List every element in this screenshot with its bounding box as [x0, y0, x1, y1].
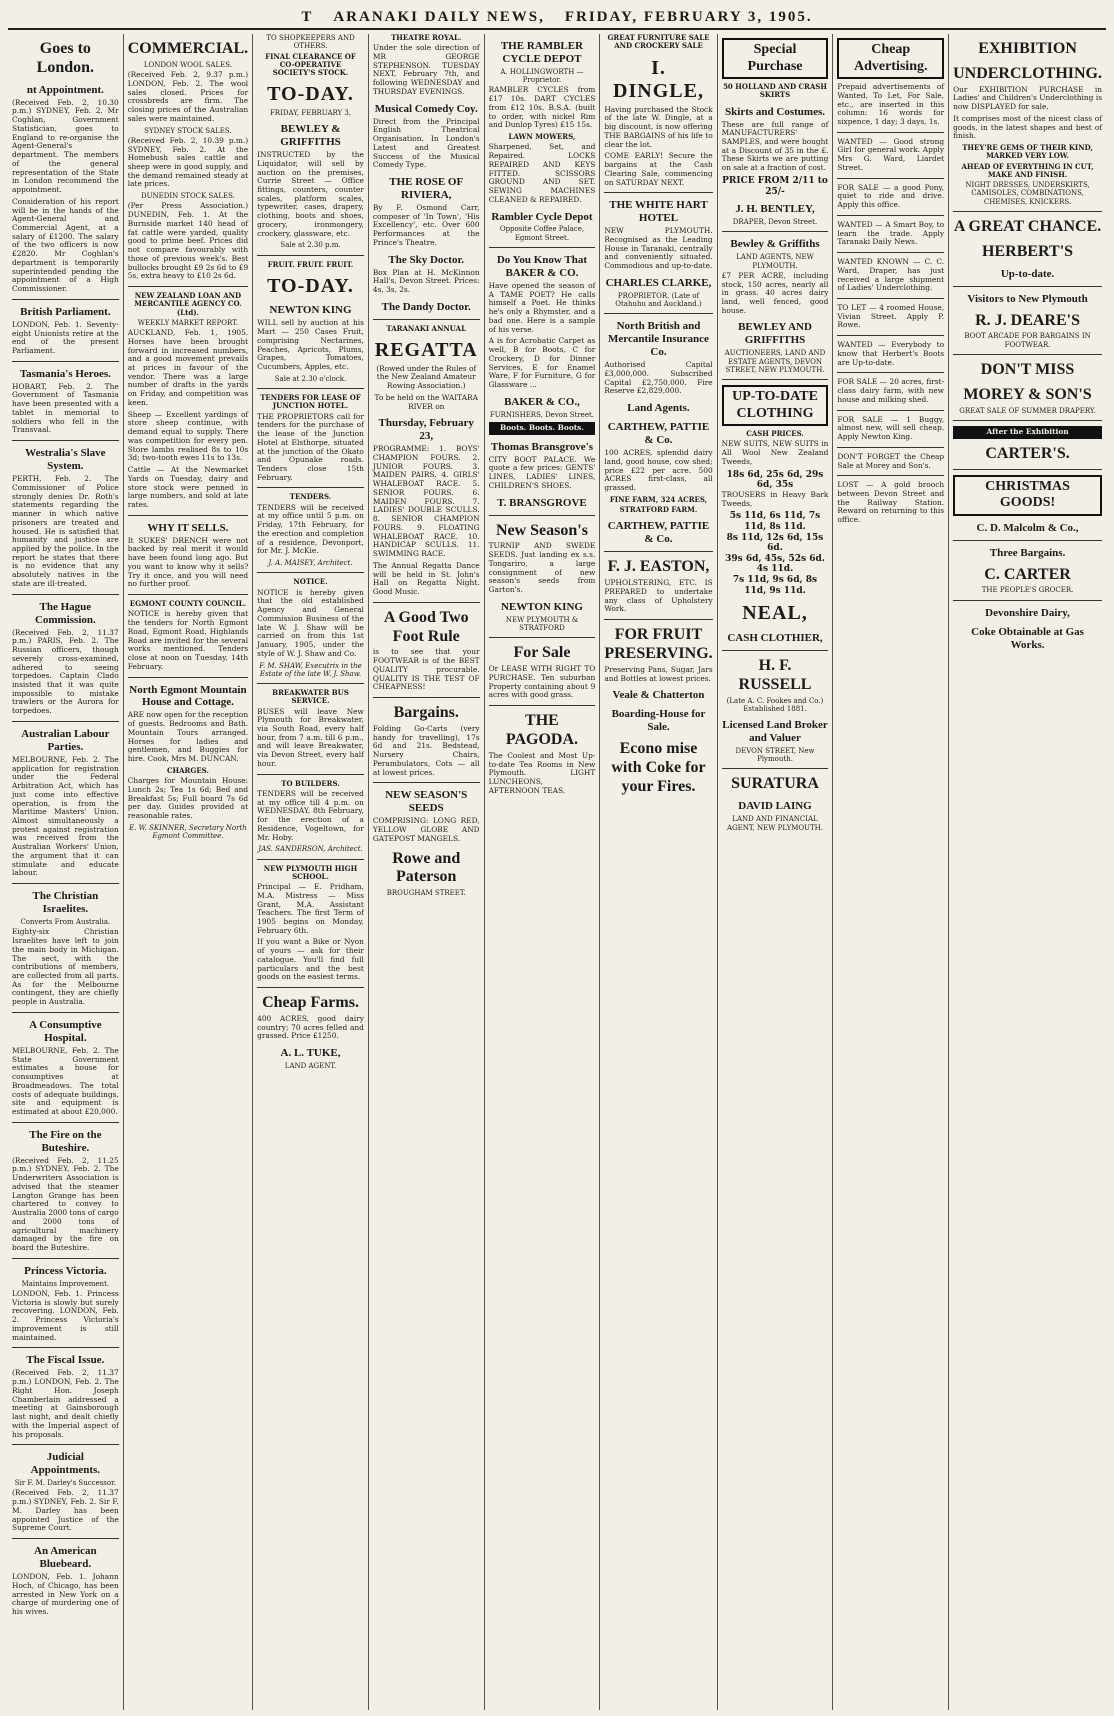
column-shops: [485, 34, 601, 1710]
headline: The Fiscal Issue.: [26, 1354, 105, 1367]
classified-ad: TO LET — 4 roomed House, Vivian Street. Apply P. Rowe.: [837, 302, 945, 330]
subheadline: WEEKLY MARKET REPORT.: [137, 318, 239, 327]
ad-heading: NEW PLYMOUTH HIGH SCHOOL.: [263, 863, 358, 881]
subheadline: Converts From Australia.: [20, 918, 111, 927]
ad-heading: Musical Comedy Coy.: [374, 102, 478, 115]
ad-heading: TARANAKI ANNUAL: [386, 323, 467, 333]
subheadline: Maintains Improvement.: [21, 1279, 110, 1288]
firm-name: H. F. RUSSELL: [738, 656, 812, 693]
signature: JAS. SANDERSON, Architect.: [258, 845, 363, 854]
firm-name: DAVID LAING: [738, 800, 812, 813]
classified-ad: WANTED KNOWN — C. C. Ward, Draper, has just received a large shipment of Ladies' Underclothing.: [837, 257, 945, 293]
firm-name: CARTER'S.: [985, 444, 1070, 462]
article-text: MELBOURNE, Feb. 2. The State Government estimates a house for consumptives at Broadmeadows. The total costs of adequate buildings, site and equipment is estimated at about £20,000.: [12, 1045, 119, 1117]
firm-name: Bewley & Griffiths: [730, 238, 820, 251]
ad-text: A. HOLLINGWORTH — Proprietor.: [500, 67, 584, 85]
ad-text: RAMBLER CYCLES from £17 10s. DART CYCLES from £12 10s. B.S.A. (built to order, with nickel Rim and Dunlop Tyres) £15 15s.: [488, 85, 596, 130]
signature: E. W. SKINNER, Secretary North Egmont Committee.: [129, 823, 247, 841]
headline: Australian Labour Parties.: [21, 727, 110, 753]
ad-text: THEY'RE GEMS OF THEIR KIND, MARKED VERY LOW.: [962, 143, 1093, 161]
ad-text: Authorised Capital £3,000,000. Subscribed Capital £2,750,000. Fire Reserve £2,829,000.: [604, 360, 713, 396]
article-text: (Received Feb. 2, 10.30 p.m.) SYDNEY, Feb. 2. Mr Coghlan, Government Statistician, goes to England to re-organise the Agent-General's department. The members of the general representation of the State in London recommend the appointment.: [12, 97, 119, 195]
ad-heading: A GREAT CHANCE.: [953, 217, 1102, 235]
ad-text: These are full range of MANUFACTURERS' SAMPLES, and were bought at a Discount of 35 in the £. These Skirts we are putting on sale at a fraction of cost.: [721, 119, 829, 173]
ad-heading: Licensed Land Broker and Valuer: [722, 719, 828, 744]
ad-heading: THE ROSE OF RIVIERA,: [389, 176, 464, 201]
article-text: Charges for Mountain House: Lunch 2s; Tea 1s 6d; Bed and Breakfast 5s; Full board 7s 6d per day. Guides provided at reasonable rates.: [127, 776, 249, 821]
ad-heading: THEATRE ROYAL.: [391, 33, 462, 42]
ad-heading: LAWN MOWERS,: [508, 132, 576, 142]
ad-text: THE PROPRIETORS call for tenders for the purchase of the lease of the Junction Hotel at Elsthorpe, situated at the junction of the Okato and Opunake roads. Tenders close 15th February.: [257, 411, 364, 482]
ad-heading: THE PAGODA.: [505, 712, 579, 748]
ad-text: Under the sole direction of MR GEORGE STEPHENSON. TUESDAY NEXT, February 7th, and following WEDNESDAY and THURSDAY EVENINGS.: [372, 43, 480, 96]
ad-heading: Boarding-House for Sale.: [611, 708, 706, 734]
headline: Judicial Appointments.: [30, 1451, 101, 1477]
firm-name: Devonshire Dairy,: [985, 606, 1070, 619]
ad-text: TROUSERS in Heavy Bark Tweeds,: [721, 489, 829, 508]
subheadline: LONDON WOOL SALES.: [143, 60, 232, 69]
ad-text: WILL sell by auction at his Mart — 250 Cases Fruit, comprising Nectarines, Peaches, Apricots, Plums, Grapes, Tomatoes, Cucumbers, Apples, etc.: [257, 318, 364, 372]
price-line: 8s 11d, 12s 6d, 15s 6d.: [726, 532, 824, 554]
classified-ad: FOR SALE — 1 Buggy, almost new, will sell cheap. Apply Newton King.: [837, 414, 945, 442]
firm-subtitle: LAND AGENTS, NEW PLYMOUTH.: [736, 253, 814, 270]
ad-heading: The Dandy Doctor.: [381, 300, 471, 313]
subheadline: SYDNEY STOCK SALES.: [144, 126, 232, 135]
firm-subtitle: FURNISHERS, Devon Street.: [489, 410, 595, 419]
firm-name: CHARLES CLARKE,: [605, 276, 712, 289]
ad-heading: TO BUILDERS.: [281, 778, 340, 788]
subheadline: Sir F. M. Darley's Successor.: [14, 1479, 116, 1488]
masthead: [8, 6, 1106, 30]
ad-text: If you want a Bike or Nyon of yours — ask for their catalogue. You'll find full particulars and the best goods on the easiest terms.: [257, 937, 364, 982]
ad-heading: For Sale: [513, 644, 571, 662]
ad-heading: SURATURA: [731, 775, 819, 793]
masthead-left: T: [301, 8, 314, 25]
subheadline: DUNEDIN STOCK SALES.: [141, 192, 235, 201]
ad-heading: REGATTA: [374, 339, 478, 362]
ad-heading: THE RAMBLER CYCLE DEPOT: [500, 40, 584, 65]
firm-name: NEWTON KING: [269, 304, 352, 317]
ad-text: £7 PER ACRE, including stock, 150 acres, nearly all in grass. 40 acres dairy land, well fenced, good house.: [721, 270, 829, 315]
ad-text: NIGHT DRESSES, UNDERSKIRTS, CAMISOLES, COMBINATIONS, CHEMISES, KNICKERS.: [965, 181, 1090, 206]
article-text: LONDON, Feb. 1. Seventy-eight Unionists retire at the end of the present Parliament.: [12, 319, 119, 356]
ad-text: GREAT SALE OF SUMMER DRAPERY.: [959, 406, 1096, 415]
ad-heading: Special Purchase: [722, 38, 829, 79]
firm-name: BEWLEY AND GRIFFITHS: [738, 321, 812, 347]
firm-subtitle: CASH CLOTHIER,: [727, 631, 823, 644]
ad-heading: Cheap Advertising.: [837, 38, 944, 79]
headline: Westralia's Slave System.: [25, 447, 106, 473]
firm-name: CARTHEW, PATTIE & Co.: [607, 520, 710, 546]
ad-text: Folding Go-Carts (very handy for travelling), 17s 6d and 21s. Bedstead, Nursery Chairs, Perambulators, Cots — all at lowest prices.: [372, 724, 480, 777]
signature: F. M. SHAW, Executrix in the Estate of the late W. J. Shaw.: [259, 661, 362, 678]
ad-text: AHEAD OF EVERYTHING IN CUT, MAKE AND FINISH.: [961, 161, 1094, 179]
ad-text: Preserving Pans, Sugar, Jars and Bottles at lowest prices.: [604, 664, 713, 683]
ad-heading: CHRISTMAS GOODS!: [953, 475, 1102, 516]
ad-banner: Boots. Boots. Boots.: [489, 422, 596, 435]
column-cable-news: [8, 34, 124, 1710]
ad-text: PROGRAMME: 1. BOYS' CHAMPION FOURS. 2. JUNIOR FOURS. 3. MAIDEN PAIRS. 4. GIRLS' WHALEBOAT RACE. 5. SENIOR FOURS. 6. MAIDEN FOURS. 7. LADIES' DOUBLE SCULLS. 8. SENIOR CHAMPION FOURS. 9. FLOATING WHALEBOAT RACE. 10. HANDICAP SCULLS. 11. SWIMMING RACE.: [372, 444, 480, 559]
firm-name: MOREY & SON'S: [963, 385, 1092, 403]
ad-text: BUSES will leave New Plymouth for Breakwater, via South Road, every half hour, from 7 a.m. till 6 p.m., and will leave Breakwater, via Devon Street, every half hour.: [257, 706, 364, 768]
ad-text: The Annual Regatta Dance will be held in St. John's Hall on Regatta Night. Good Music.: [372, 560, 480, 596]
classified-ad: WANTED — Good strong Girl for general work. Apply Mrs G. Ward, Liardet Street.: [837, 136, 945, 172]
article-text: (Per Press Association.) DUNEDIN, Feb. 1. At the Burnside market 140 head of fat cattle were yarded, quality good to prime beef. Prices did not compare favourably with those of previous week's. Best bullocks brought £9 2s 6d to £9 5s, extra heavy to £10 2s 6d.: [127, 201, 249, 281]
headline: A Consumptive Hospital.: [29, 1018, 102, 1044]
firm-name: A. L. TUKE,: [280, 1047, 341, 1060]
headline: Princess Victoria.: [24, 1264, 107, 1277]
article-text: (Received Feb. 2, 10.39 p.m.) SYDNEY, Feb. 2. At the Homebush sales cattle and sheep were in good supply, and the demand remained steady at late prices.: [127, 135, 249, 189]
classified-ad: FOR SALE — 20 acres, first-class dairy farm, with new house and milking shed.: [837, 377, 945, 404]
signature: J. A. MAISEY, Architect.: [268, 559, 353, 568]
ad-heading: UP-TO-DATE CLOTHING: [722, 385, 829, 426]
firm-name: NEAL,: [742, 602, 808, 625]
ad-heading: New Season's: [495, 521, 588, 539]
ad-text: THE PEOPLE'S GROCER.: [981, 586, 1074, 595]
article-text: (Received Feb. 2, 11.25 p.m.) SYDNEY, Feb. 2. The Underwriters Association is advised that the steamer Langton Grange has been chartered to convey to Australia 2000 tons of cargo and 2000 tons of agricultural machinery damaged by the fire on board the Buteshire.: [12, 1155, 119, 1253]
article-text: Eighty-six Christian Israelites have left to join the main body in Michigan. The sect, with the contributions of members, are collected from all parts. As for the Melbourne contingent, they are chiefly people in Australia.: [12, 927, 119, 1007]
headline: The Fire on the Buteshire.: [29, 1128, 102, 1154]
ad-text: Sharpened, Set, and Repaired. LOCKS REPAIRED AND KEYS FITTED. SCISSORS GROUND AND SET. SEWING MACHINES CLEANED & REPAIRED.: [488, 142, 596, 204]
article-text: AUCKLAND, Feb. 1, 1905. Horses have been brought forward in increased numbers, and a good movement prevails at prices in favour of the vendor. There was a large number of drafts in the yards on Friday, and competition was keen.: [127, 328, 249, 407]
ad-text: Opposite Coffee Palace, Egmont Street.: [499, 225, 585, 242]
article-text: Sheep — Excellent yardings of store sheep continue, with demand equal to supply. There was competition for every pen. Store lambs realised 8s to 10s 3d; two-tooth ewes 11s to 13s.: [127, 409, 249, 463]
ad-heading: A Good Two Foot Rule: [383, 608, 469, 645]
ad-heading: Thomas Bransgrove's: [490, 440, 594, 453]
article-text: (Received Feb. 2, 11.37 p.m.) LONDON, Feb. 2. The Right Hon. Joseph Chamberlain addressed a meeting at Gainsborough last night, and dealt chiefly with the Imperial aspect of his proposals.: [12, 1368, 119, 1439]
ad-heading: Rambler Cycle Depot: [491, 210, 593, 223]
ad-time: Sale at 2.30 p.m.: [280, 241, 341, 250]
ad-heading: Do You Know That BAKER & CO.: [496, 253, 588, 279]
ad-heading: FRUIT. FRUIT. FRUIT.: [267, 259, 354, 269]
article-text: PERTH, Feb. 2. The Commissioner of Police strongly denies Dr. Roth's statements regarding the manner in which native prisoners are treated and housed. He is satisfied that humanity and justice are applied by the police. In the report he states that there is no evidence that any absolutely natives in the state are ill-treated.: [12, 474, 119, 588]
ad-text: Or LEASE WITH RIGHT TO PURCHASE. Ten suburban Property containing about 9 acres with good grass.: [488, 664, 596, 700]
column-entertainment: [369, 34, 485, 1710]
ad-heading: I. DINGLE,: [613, 56, 704, 103]
column-commercial: [124, 34, 253, 1710]
article-text: LONDON, Feb. 1. Princess Victoria is slowly but surely recovering. LONDON, Feb. 2. Princess Victoria's improvement is still maintained.: [12, 1288, 119, 1342]
article-text: MELBOURNE, Feb. 2. The application for registration under the Federal Arbitration Act, which has just come into effective operation, is from the Maritime Masters' Union. Almost simultaneously a protest against registration was received from the Australian Workers' Union, the argument that it can stimulate and educate labour.: [12, 754, 119, 878]
firm-subtitle: Up-to-date.: [1000, 267, 1055, 280]
classified-ad: LOST — A gold brooch between Devon Street and the Railway Station. Reward on returning to this office.: [837, 480, 945, 525]
ad-text: LAND AND FINANCIAL AGENT, NEW PLYMOUTH.: [727, 815, 823, 832]
price-line: 5s 11d, 6s 11d, 7s 11d, 8s 11d.: [729, 511, 821, 532]
ad-date: FRIDAY, FEBRUARY 3,: [269, 108, 352, 117]
article-text: It SUKES' DRENCH were not backed by real merit it would have been found long ago. But you want to know why it sells? Try it once, and you will need no further proof.: [127, 535, 249, 589]
subheadline: nt Appointment.: [26, 83, 104, 96]
ad-heading: NEW SEASON'S SEEDS: [385, 789, 468, 815]
firm-name: T. BRANSGROVE: [497, 496, 587, 509]
ad-text: It comprises most of the nicest class of goods, in the latest shapes and best of finish.: [953, 113, 1102, 141]
ad-day: TO-DAY.: [267, 274, 354, 297]
firm-subtitle: LAND AGENT.: [284, 1062, 337, 1071]
ad-heading: Visitors to New Plymouth: [967, 292, 1088, 305]
ad-heading: Land Agents.: [627, 402, 690, 415]
ad-heading: Econo mise with Coke for your Fires.: [611, 740, 706, 795]
ad-text: CITY BOOT PALACE. We quote a few prices: GENTS' LINES, LADIES' LINES, CHILDREN'S SHOES.: [488, 454, 596, 490]
ad-heading: North British and Mercantile Insurance Co.: [608, 320, 709, 359]
ad-heading: THE WHITE HART HOTEL: [609, 199, 708, 225]
firm-name: BEWLEY & GRIFFITHS: [280, 123, 341, 149]
ad-time: Sale at 2.30 o'clock.: [274, 374, 347, 383]
ad-heading: Veale & Chatterton: [612, 689, 705, 702]
ad-text: To be held on the WAITARA RIVER on: [374, 392, 478, 411]
ad-text: COME EARLY! Secure the bargains at the Cash Clearing Sale, commencing on SATURDAY NEXT.: [604, 151, 713, 187]
classified-ad: WANTED — A Smart Boy, to learn the trade. Apply Taranaki Daily News.: [837, 219, 945, 247]
firm-name: BAKER & CO.,: [504, 395, 580, 408]
article-text: (Received Feb. 2, 9.37 p.m.) LONDON, Feb. 2. The wool sales closed. Prices for crossbreds are firm. The closing prices of the Australian sales were maintained.: [127, 70, 249, 123]
firm-name: C. D. Malcolm & Co.,: [976, 521, 1079, 534]
ad-text: Prepaid advertisements of Wanted, To Let, For Sale, etc., are inserted in this column: 16 words for sixpence, 1 day; 3 days, 1s.: [837, 82, 945, 126]
ad-text: Box Plan at H. McKinnon Hall's, Devon Street. Prices: 4s, 3s, 2s.: [372, 267, 480, 295]
price-line: 39s 6d, 45s, 52s 6d.: [725, 553, 825, 564]
headline: An American Bluebeard.: [34, 1545, 97, 1571]
ad-text: Have opened the season of A TAME POET? He calls himself a Poet. He thinks he's only a Rhymster, and a bad one. Here is a sample of his verse.: [488, 280, 596, 334]
headline: COMMERCIAL.: [127, 40, 249, 57]
article-text: LONDON, Feb. 1. Johann Hoch, of Chicago, has been arrested in New York on a charge of murdering one of his wives.: [12, 1572, 119, 1616]
article-text: Consideration of his report will be in the hands of the Agent-General and Commercial Agent, at a salary of £1200. The salary of the two officers is now £2820. Mr Coghlan's department is temporarily superintended pending the appointment of a High Commissioner.: [12, 196, 119, 294]
ad-heading: TENDERS FOR LEASE OF JUNCTION HOTEL.: [260, 393, 361, 411]
ad-text: TENDERS will be received at my office till 4 p.m. on WEDNESDAY, 8th February, for the erection of a Residence, Vogeltown, for Mr. Hoby.: [257, 788, 364, 842]
ad-text: TENDERS will be received at my office until 5 p.m. on Friday, 17th February, for the erection and completion of a residence, Devonport, for Mr. J. McKie.: [257, 502, 364, 556]
ad-text: COMPRISING: LONG RED, YELLOW GLOBE AND GATEPOST MANGELS.: [372, 816, 480, 843]
column-clothing: [718, 34, 834, 1710]
ad-text: 100 ACRES, splendid dairy land, good house, cow shed; price £22 per acre. 500 ACRES first-class, all grassed.: [604, 448, 713, 493]
ad-heading: Skirts and Costumes.: [725, 105, 825, 118]
firm-name: CARTHEW, PATTIE & Co.: [607, 421, 710, 447]
ad-text: DEVON STREET, New Plymouth.: [735, 746, 815, 764]
classified-ad: FOR SALE — a good Pony, quiet to ride and drive. Apply this office.: [837, 182, 945, 210]
ad-text: Direct from the Principal English Theatrical Organisation. In London's Latest and Greatest Success of the Musical Comedy Type.: [372, 116, 480, 170]
ad-text: NEW PLYMOUTH. Recognised as the Leading House in Taranaki, centrally and conveniently situated. Commodious and up-to-date.: [604, 226, 713, 271]
ad-heading: Bargains.: [393, 704, 459, 722]
ad-text: 400 ACRES, good dairy country; 70 acres felled and grassed. Price £1250.: [257, 1014, 364, 1041]
ad-day: TO-DAY.: [267, 83, 354, 106]
ad-heading: The Sky Doctor.: [388, 253, 465, 266]
classified-ad: WANTED — Everybody to know that Herbert's Boots are Up-to-date.: [837, 340, 945, 367]
article-text: NOTICE is hereby given that the tenders for North Egmont Road, Egmont Road, Highlands Road are invited for the several works mentioned. Tenders close at noon on Tuesday, 14th February.: [127, 609, 249, 671]
firm-subtitle: NEW PLYMOUTH & STRATFORD: [505, 615, 579, 633]
ad-text: BOOT ARCADE FOR BARGAINS IN FOOTWEAR.: [964, 332, 1091, 349]
classified-ad: DON'T FORGET the Cheap Sale at Morey and Son's.: [837, 451, 945, 470]
firm-name: J. H. BENTLEY,: [735, 203, 815, 216]
ad-heading: TO SHOPKEEPERS AND OTHERS.: [266, 34, 355, 51]
ad-text: Having purchased the Stock of the late W. Dingle, at a big discount, is now offering THE BARGAINS of his life to clear the lot.: [604, 104, 713, 149]
ad-heading: STRATFORD FARM.: [619, 505, 698, 515]
ad-text: PROPRIETOR. (Late of Otahuhu and Auckland.): [615, 291, 702, 309]
ad-heading: F. J. EASTON,: [607, 558, 710, 576]
ad-heading: FINAL CLEARANCE OF CO-OPERATIVE SOCIETY'S STOCK.: [265, 51, 356, 77]
price-line: PRICE FROM 2/11 to 25/-: [722, 175, 828, 197]
article-text: ARE now open for the reception of guests. Bedrooms and Bath. Mountain Tours arranged. Horses for ladies and gentlemen, and Buggies for hire. Cook, Mrs M. DUNCAN.: [127, 710, 249, 764]
headline: WHY IT SELLS.: [147, 521, 229, 534]
ad-heading: NOTICE.: [293, 577, 328, 587]
headline: Tasmania's Heroes.: [19, 367, 111, 380]
ad-text: TURNIP AND SWEDE SEEDS. Just landing ex s.s. Tongariro, a large consignment of new season's seeds from Garton's.: [488, 541, 596, 595]
ad-heading: GREAT FURNITURE SALE AND CROCKERY SALE: [607, 33, 710, 51]
ad-heading: Three Bargains.: [989, 546, 1066, 559]
firm-name: R. J. DEARE'S: [975, 311, 1080, 329]
ad-text: UPHOLSTERING, ETC. IS PREPARED to undertake any class of Upholstery Work.: [604, 578, 713, 614]
firm-name: HERBERT'S: [982, 242, 1074, 260]
headline: North Egmont Mountain House and Cottage.: [129, 683, 247, 709]
article-text: Cattle — At the Newmarket Yards on Tuesday, dairy and store stock were penned in large numbers, and sold at late rates.: [127, 465, 249, 509]
headline: The Hague Commission.: [34, 600, 96, 626]
ad-text: The Coolest and Most Up-to-date Tea Rooms in New Plymouth. LIGHT LUNCHEONS, AFTERNOON TEAS.: [488, 750, 596, 795]
ad-text: A is for Acrobatic Carpet as well, B for Boots, C for Crockery, D for Dinner Services, E for Enamel Ware, F for Furniture, G for Glassware ...: [488, 336, 596, 389]
ad-text: (Late A. C. Fookes and Co.) Established 1881.: [726, 696, 824, 713]
ad-text: By F. Osmond Carr, composer of 'In Town', 'His Excellency', etc. Over 600 Performances at the Prince's Theatre.: [372, 202, 480, 247]
subheadline: CHARGES.: [166, 765, 209, 775]
ad-heading: Cheap Farms.: [262, 994, 359, 1012]
ad-text: (Rowed under the Rules of the New Zealand Amateur Rowing Association.): [376, 363, 477, 391]
masthead-title: ARANAKI DAILY NEWS,: [333, 8, 545, 25]
article-text: (Received Feb. 2, 11.37 p.m.) SYDNEY, Feb. 2. Sir F. M. Darley has been appointed Justice of the Supreme Court.: [12, 1488, 119, 1533]
ad-text: INSTRUCTED by the Liquidator, will sell by auction on the premises, Currie Street — Office fittings, counters, counter scales, platform scales, typewriter, cases, drapery, clothing, boots and shoes, grocery, ironmongery, crockery, glassware, etc.: [257, 150, 364, 238]
ad-text: NOTICE is hereby given that the old established Agency and General Commission Business of the late W. J. Shaw will be carried on from this 1st January, 1905, under the style of W. J. Shaw and Co.: [257, 587, 364, 658]
column-auctions: [253, 34, 369, 1710]
ad-heading: FOR FRUIT PRESERVING.: [604, 626, 713, 662]
firm-subtitle: DRAPER, Devon Street.: [732, 218, 818, 227]
column-display-ads: [949, 34, 1106, 1710]
ad-heading: EXHIBITION: [978, 40, 1077, 57]
ad-heading: FINE FARM, 324 ACRES,: [609, 494, 708, 504]
article-text: HOBART, Feb. 2. The Government of Tasmania have been presented with a tablet in memorial to soldiers who fell in the Transvaal.: [12, 381, 119, 435]
ad-heading: BREAKWATER BUS SERVICE.: [272, 688, 349, 706]
masthead-date: FRIDAY, FEBRUARY 3, 1905.: [564, 8, 813, 25]
price-line: 7s 11d, 9s 6d, 8s 11d, 9s 11d.: [732, 575, 818, 596]
column-small-ads: [833, 34, 949, 1710]
ad-heading: UNDERCLOTHING.: [953, 64, 1102, 82]
ad-banner: After the Exhibition: [953, 426, 1102, 439]
headline: Goes to London.: [36, 40, 95, 76]
ad-heading: Rowe and Paterson: [392, 849, 461, 886]
ad-heading: Thursday, February 23,: [378, 417, 474, 443]
firm-subtitle: AUCTIONEERS, LAND AND ESTATE AGENTS, DEVON STREET, NEW PLYMOUTH.: [724, 349, 826, 374]
firm-name: C. CARTER: [984, 565, 1071, 583]
article-text: (Received Feb. 2, 11.37 p.m.) PARIS, Feb. 2. The Russian officers, though severely cross-examined, adhered to seeing torpedoes. Captain Clado insisted that it was quite impossible to mistake trawlers or the Aurora for torpedoes.: [12, 627, 119, 716]
ad-text: is to see that your FOOTWEAR is of the BEST QUALITY procurable. QUALITY IS THE TEST OF CHEAPNESS!: [372, 647, 480, 692]
firm-name: NEWTON KING: [500, 600, 583, 613]
ad-heading: Coke Obtainable at Gas Works.: [971, 625, 1084, 651]
price-line: 4s 11d.: [756, 564, 794, 575]
subheadline: NEW ZEALAND LOAN AND MERCANTILE AGENCY CO. (Ltd).: [134, 291, 242, 317]
headline: The Christian Israelites.: [32, 890, 99, 916]
ad-text: Our EXHIBITION PURCHASE in Ladies' and Children's Underclothing is now DISPLAYED for sale.: [953, 84, 1102, 112]
subheadline: EGMONT COUNTY COUNCIL.: [129, 599, 247, 609]
ad-heading: TENDERS.: [289, 492, 332, 502]
ad-text: BROUGHAM STREET.: [386, 889, 466, 898]
ad-text: NEW SUITS, NEW SUITS in All Wool New Zealand Tweeds,: [721, 439, 829, 466]
ad-text: Principal — E. Pridham, M.A. Mistress — Miss Grant, M.A. Assistant Teachers. The first Term of 1905 begins on Monday, February 6th.: [257, 882, 364, 935]
column-land-agents: [600, 34, 717, 1710]
ad-heading: DON'T MISS: [980, 360, 1075, 378]
ad-text: 50 HOLLAND AND CRASH SKIRTS: [723, 82, 827, 100]
price-line: 18s 6d, 25s 6d, 29s 6d, 35s: [726, 469, 824, 491]
headline: British Parliament.: [20, 305, 111, 318]
ad-heading: CASH PRICES.: [746, 429, 804, 439]
